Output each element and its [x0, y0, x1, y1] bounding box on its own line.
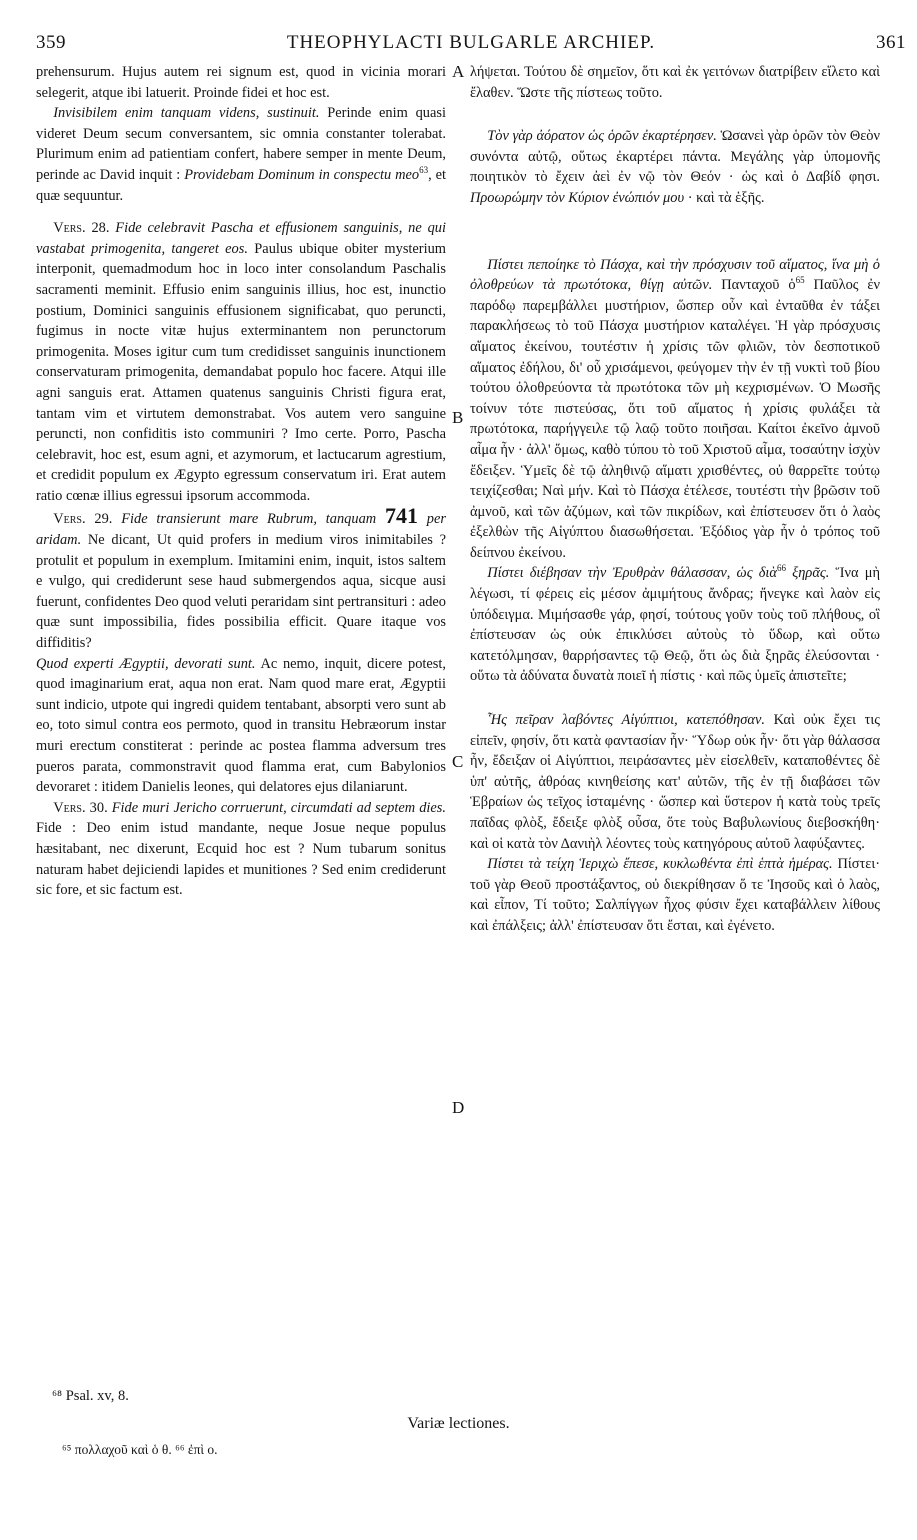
- latin-paragraph: prehensurum. Hujus autem rei signum est, quod in vicinia morari selegerit, atque ibi latuerit. Proinde fidei et hoc est.: [36, 64, 446, 101]
- footnote: ⁶⁸ Psal. xv, 8.: [52, 1388, 129, 1404]
- running-header: [36, 32, 906, 58]
- latin-column: [36, 62, 446, 901]
- running-title: THEOPHYLACTI BULGARLE ARCHIEP.: [286, 32, 656, 53]
- greek-verse-29: Πίστει διέβησαν τὴν Ἐρυθρὰν θάλασσαν, ὡς διὰ$^{66}$ ξηρᾶς. Ἵνα μὴ λέγωσι, τί φέρεις εἰς μέσον ἀμιμήτους ἄνδρας; ἤνεγκε καὶ λαὸν εἰς ὑπόδειγμα. Μιμήσασθε γάρ, φησί, τούτους γοῦν τοὺς τοῦ πλήθους, οἳ ἐπίστευσαν ὡς οὐκ ἐπικλύσει αὐτοὺς τὸ ὕδωρ, καὶ οὕτω κατετόλμησαν, θαρρήσαντες τῷ Θεῷ, ὅτι ὡς διὰ ξηρᾶς ἐλεύσονται · οὕτω τὰ ἀδύνατα δυνατὰ ποιεῖ ἡ πίστις · καὶ πῶς ὑμεῖς ἀπιστεῖτε;: [470, 563, 880, 685]
- greek-paragraph: λήψεται. Τούτου δὲ σημεῖον, ὅτι καὶ ἐκ γειτόνων διατρίβειν εἵλετο καὶ ἔλαθεν. Ὥστε τῆς πίστεως τοῦτο.: [470, 64, 880, 101]
- left-page-number: 359: [36, 32, 66, 53]
- latin-verse-30: Vers. 30. Fide muri Jericho corruerunt, circumdati ad septem dies. Fide : Deo enim istud mandante, neque Josue neque populus hæsitabant, nec dixerunt, Ecquid hoc est ? Num tubarum sonitus naturam habet dejiciendi lapides et munitiones ? Sed enim crediderunt sic fore, et sic factum est.: [36, 799, 446, 899]
- latin-paragraph: Invisibilem enim tanquam videns, sustinuit. Perinde enim quasi videret Deum secum conversantem, sic omnia constanter tolerabat. Plurimum enim ad patientiam confert, habere semper in mente Deum, perinde ac David inquit : Providebam Dominum in conspectu meo$^{63}$, et quæ sequuntur.: [36, 105, 446, 204]
- greek-verse-28: Πίστει πεποίηκε τὸ Πάσχα, καὶ τὴν πρόσχυσιν τοῦ αἵματος, ἵνα μὴ ὁ ὀλοθρεύων τὰ πρωτότοκα, θίγῃ αὐτῶν. Πανταχοῦ ὁ$^{65}$ Παῦλος ἐν παρόδῳ παρεμβάλλει μυστήριον, ὥσπερ οὖν καὶ ἐνταῦθα ἐν τάξει παρακλήσεως τὸ τοῦ Πάσχα μυστήριον καταλέγει. Ἡ γὰρ πρόσχυσις αἵματος ἐκείνου, τουτέστιν ἡ χρίσις τῶν φλιῶν, τὸν δεσποτικοῦ αἵματος ἐδήλου, δι' οὗ χρισάμενοι, φεύγομεν τὴν ἐν τῇ νυκτὶ τοῦ βίου τούτου ὀλοθρεύοντα τὰ πρωτότοκα τῶν μὴ κεχρισμένων. Ὁ Μωσῆς τοίνυν τότε πιστεύσας, ὅτι τοῦ αἵματος ἡ χρίσις φυλάξει τὰ πρωτότοκα, παρήγγειλε τῷ λαῷ τοῦτο ποιῆσαι. Καίτοι ἐκεῖνο ἀμνοῦ αἷμα ἦν · ἀλλ' ὅμως, καθὸ τύπου τὸ τοῦ Χριστοῦ αἷμα, τοσαύτην ἰσχὺν ἔδειξεν. Ὑμεῖς δὲ τῷ ἀληθινῷ αἵματι χρισθέντες, οὐ θαρρεῖτε τούτῳ τειχίζεσθαι; Ναὶ μήν. Καὶ τὸ Πάσχα ἐτέλεσε, τουτέστι τὴν βρῶσιν τοῦ ἀμνοῦ, καὶ τῶν ἀζύμων, καὶ τῶν πικρίδων, καὶ ἐπίστευσεν ὅτι ὁ λαὸς ἐξελθὼν τῆς Αἰγύπτου διασωθήσεται. Ἐξόδιος γὰρ ἦν ὁ τρόπος τοῦ δείπνου ἐκείνου.: [470, 256, 880, 561]
- margin-marker-b: B: [452, 408, 464, 427]
- greek-paragraph: Τὸν γὰρ ἀόρατον ὡς ὁρῶν ἐκαρτέρησεν. Ὡσανεὶ γὰρ ὁρῶν τὸν Θεὸν συνόντα αὐτῷ, οὕτως ἐκαρτέρει πάντα. Μεγάλης γὰρ ὑπομονῆς ποιητικὸν τὸ ἔχειν ἀεὶ ἐν νῷ τὸν Θεόν · ὡς καὶ ὁ Δαβίδ φησι. Προωρώμην τὸν Κύριον ἐνώπιόν μου · καὶ τὰ ἑξῆς.: [470, 128, 880, 206]
- latin-paragraph: Quod experti Ægyptii, devorati sunt. Ac nemo, inquit, dicere potest, quod imaginarium erat, aqua non erat. Nam quod mare erat, Ægyptii sunt indicio, utpote qui ingredi quidem tentabant, absorpti vero sunt ab eo, toto simul contra eos permoto, quod in transitu Hebræorum instar muri erectum constiterat : perinde ac postea flamma adversum tres pueros parata, commonstravit quod flamma erat, cum Babylonios devoraret : itidem Danielis leones, qui delatores ejus dilaniarunt.: [36, 655, 446, 796]
- greek-verse-30: Πίστει τὰ τείχη Ἱεριχὼ ἔπεσε, κυκλωθέντα ἐπὶ ἑπτὰ ἡμέρας. Πίστει· τοῦ γὰρ Θεοῦ προστάξαντος, οὐ διεκρίθησαν ὅ τε Ἰησοῦς καὶ ὁ λαὸς, καὶ εἶπον, Τί τοῦτο; Σαλπίγγων ἦχος φύσιν ἔχει καταβάλλειν λίθους καὶ ἐπάλξεις; ἀλλ' ἐπίστευσαν ὅτι ἔσται, καὶ ἐγένετο.: [470, 856, 880, 934]
- variant-readings-heading: Variæ lectiones.: [407, 1415, 510, 1432]
- greek-paragraph: Ἧς πεῖραν λαβόντες Αἰγύπτιοι, κατεπόθησαν. Καὶ οὐκ ἔχει τις εἰπεῖν, φησίν, ὅτι κατὰ φαντασίαν ἦν· Ὕδωρ οὐκ ἦν· ὅτι γὰρ θάλασσα ἦν, ἔδειξαν οἱ Αἰγύπτιοι, πειράσαντες μὲν εἰσελθεῖν, καταποθέντες δὲ ὑπ' αὐτῆς, ἀθρόας κινηθείσης κατ' αὐτῶν, τῆς ἐν τῇ διαβάσει τῶν Ἑβραίων ὡς τεῖχος ἱσταμένης · ὥσπερ καὶ ὕστερον ἡ κατὰ τοὺς τρεῖς παῖδας φλὸξ, ἔδειξε φλὸξ οὖσα, ὅτε τοὺς Βαβυλωνίους διεβοσκήθη· καὶ οἱ κατὰ τὸν Δανιὴλ λέοντες τοὺς κατηγόρους αὐτοῦ λαφύξαντες.: [470, 712, 880, 852]
- margin-marker-c: C: [452, 752, 464, 771]
- latin-verse-28: Vers. 28. Fide celebravit Pascha et effusionem sanguinis, ne qui vastabat primogenita, tangeret eos. Paulus ubique obiter mysterium interponit, quemadmodum hoc in loco inter consolandum Paschalis sacramenti meminit. Effusio enim sanguinis illius, hoc est, inunctio postium, Dominici sanguinis effusionem significabat, quo peruncti, fugimus in nocte vitæ hujus exterminantem non perunctorum primogenita. Moses igitur cum tum credidisset sanguinis inunctionem conservaturam primogenita, demandabat populo hoc facere. Atqui ille agni sanguis erat. Attamen quatenus sanguinis Christi figura erat, tantam vim et virtutem demonstrabat. Vos autem vero sanguine peruncti, non confiditis isto communiri ? Imo certe. Porro, Pascha celebravit, hoc est, esum agni, et azymorum, et lactucarum agrestium, et credidit populum ex Ægypto egressum conservatum iri. Erat autem ratio cœnæ illius egressui ipsorum accommoda.: [36, 220, 446, 504]
- margin-marker-a: A: [452, 62, 465, 81]
- latin-verse-29: Vers. 29. Fide transierunt mare Rubrum, tanquam 741 per aridam. Ne dicant, Ut quid profers in medium viros inimitabiles ? protulit et populum in exemplum. Imitamini enim, inquit, istos saltem e vulgo, qui crediderunt sese haud submergendos aqua, sicque ausi fuerunt, confidentes Deo quod veluti peraridam sint pertransituri : adeo quæ sunt impossibilia, fides possibilia efficit. Quare itaque vos diffiditis?: [36, 503, 447, 652]
- variant-readings-notes: ⁶⁵ πολλαχοῦ καὶ ὁ θ. ⁶⁶ ἐπὶ ο.: [62, 1442, 218, 1457]
- greek-column: [470, 62, 880, 937]
- right-page-number: 361: [876, 32, 906, 53]
- margin-marker-d: D: [452, 1098, 465, 1117]
